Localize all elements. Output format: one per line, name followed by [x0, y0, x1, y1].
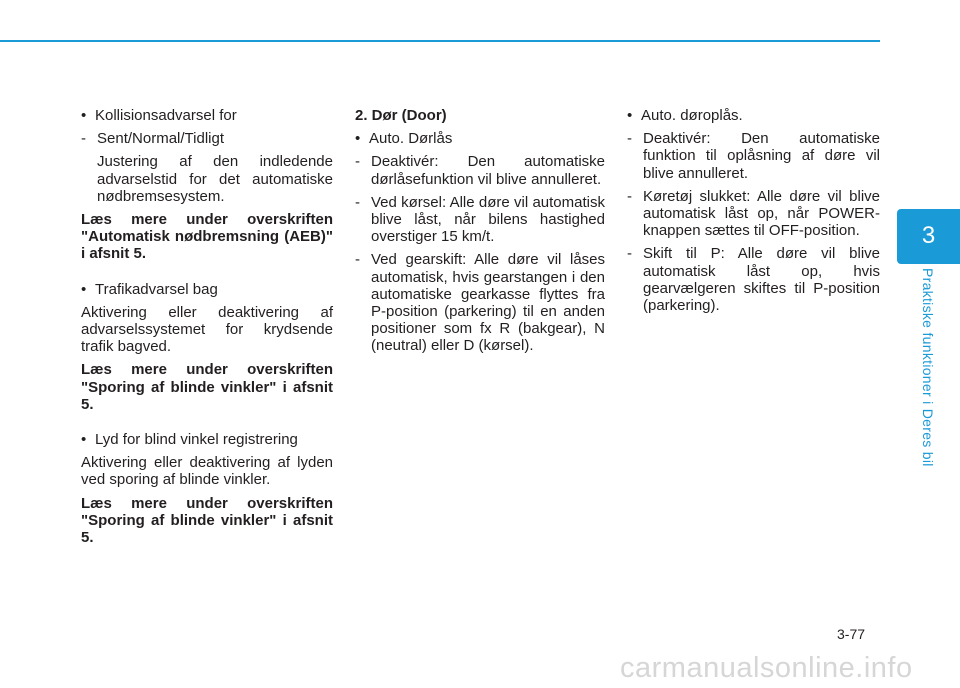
- dash-item-text: Køretøj slukket: Alle døre vil blive automatisk låst op, når POWER-knappen sættes til OFF-position.: [643, 187, 880, 240]
- chapter-number: 3: [921, 222, 936, 249]
- chapter-title: Praktiske funktioner i Deres bil: [920, 268, 936, 467]
- chapter-tab: [897, 209, 960, 264]
- body-paragraph: Justering af den indledende advarselstid for det automatiske nødbremsesystem.: [97, 153, 333, 205]
- dash-item-text: Deaktivér: Den automatiske funktion til oplåsning af døre vil blive annulleret.: [643, 130, 880, 182]
- dash-item-text: Ved kørsel: Alle døre vil automatisk blive låst, når bilens hastighed overstiger 15 km/t.: [371, 193, 605, 246]
- reference-note: Læs mere under overskriften "Sporing af blinde vinkler" i afsnit 5.: [81, 494, 333, 547]
- dash-item: [627, 130, 880, 182]
- body-paragraph: Aktivering eller deaktivering af advarselssystemet for krydsende trafik bagved.: [81, 303, 333, 356]
- column-3: [627, 107, 880, 320]
- column-1: [81, 107, 333, 552]
- section-heading: 2. Dør (Door): [355, 107, 447, 124]
- dash-item: [627, 245, 880, 314]
- dash-mark: -: [81, 130, 86, 148]
- dash-item: [355, 153, 605, 187]
- dash-mark: -: [355, 153, 360, 171]
- column-2: [355, 107, 605, 361]
- dash-item: [355, 251, 605, 354]
- dash-item-text: Sent/Normal/Tidligt: [97, 130, 224, 148]
- dash-item: [81, 130, 333, 147]
- dash-mark: -: [355, 251, 360, 269]
- dash-mark: -: [355, 193, 360, 211]
- bullet-item: • Lyd for blind vinkel registrering: [81, 431, 333, 448]
- dash-mark: -: [627, 130, 632, 148]
- watermark: carmanualsonline.info: [620, 652, 913, 684]
- bullet-item: • Auto. Dørlås: [355, 130, 605, 147]
- dash-item: [355, 194, 605, 246]
- bullet-item: • Auto. døroplås.: [627, 107, 880, 124]
- bullet-item: • Kollisionsadvarsel for: [81, 107, 333, 124]
- header-rule: [0, 40, 880, 42]
- bullet-item: • Trafikadvarsel bag: [81, 281, 333, 298]
- page-number: 3-77: [837, 626, 866, 642]
- dash-item: [627, 188, 880, 240]
- dash-item-text: Skift til P: Alle døre vil blive automatisk låst op, hvis gearvælgeren skiftes til P-position (parkering).: [643, 245, 880, 315]
- dash-item-text: Deaktivér: Den automatiske dørlåsefunktion vil blive annulleret.: [371, 153, 605, 188]
- reference-note: Læs mere under overskriften "Automatisk nødbremsning (AEB)" i afsnit 5.: [81, 211, 333, 263]
- dash-mark: -: [627, 245, 632, 263]
- dash-item-text: Ved gearskift: Alle døre vil låses automatisk, hvis gearstangen i den automatiske gearkasse flyttes fra P-position (parkering) til en anden positioner som fx R (bakgear), N (neutral) eller D (kørsel).: [371, 251, 605, 355]
- dash-mark: -: [627, 187, 632, 205]
- reference-note: Læs mere under overskriften "Sporing af blinde vinkler" i afsnit 5.: [81, 361, 333, 413]
- body-paragraph: Aktivering eller deaktivering af lyden ved sporing af blinde vinkler.: [81, 454, 333, 489]
